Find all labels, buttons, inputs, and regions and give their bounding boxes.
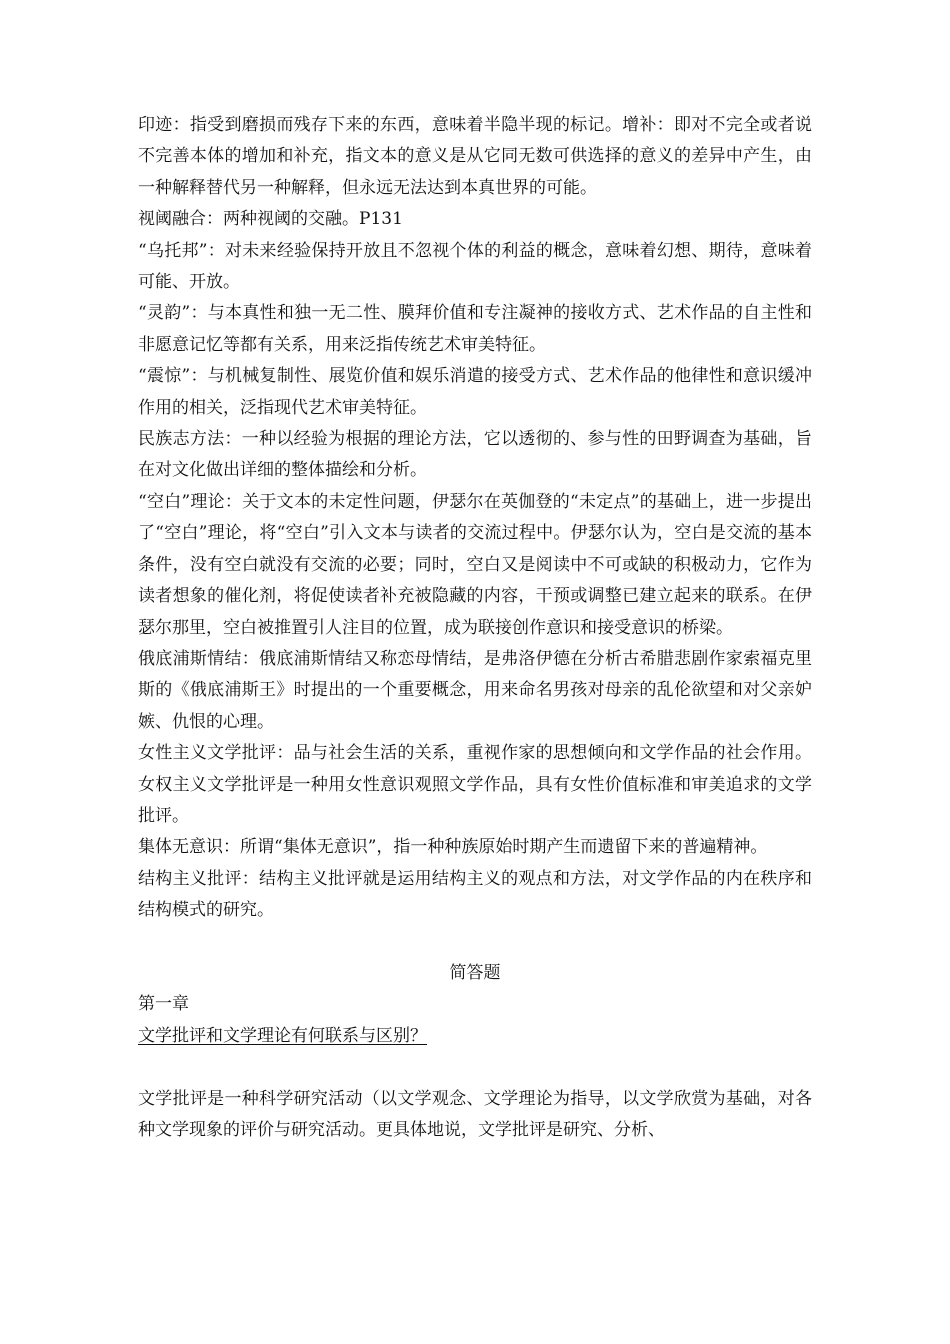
blank-line	[138, 1052, 812, 1083]
section-title: 简答题	[449, 962, 501, 983]
chapter-heading: 第一章	[138, 994, 189, 1015]
definition-collective-unconscious: 集体无意识：所谓“集体无意识”，指一种种族原始时期产生而遗留下来的普遍精神。	[138, 837, 768, 858]
definition-feminist-criticism: 女性主义文学批评：品与社会生活的关系，重视作家的思想倾向和文学作品的社会作用。女权主义文学批评是一种用女性意识观照文学作品，具有女性价值标准和审美追求的文学批评。	[138, 743, 812, 826]
definition-fusion-of-horizons: 视阈融合：两种视阈的交融。P131	[138, 209, 403, 230]
definition-ethnography: 民族志方法：一种以经验为根据的理论方法，它以透彻的、参与性的田野调查为基础，旨在对文化做出详细的整体描绘和分析。	[138, 429, 812, 481]
definition-blank-theory: “空白”理论：关于文本的未定性问题，伊瑟尔在英伽登的“未定点”的基础上，进一步提出了“空白”理论，将“空白”引入文本与读者的交流过程中。伊瑟尔认为，空白是交流的基本条件，没有空白就没有交流的必要；同时，空白又是阅读中不可或缺的积极动力，它作为读者想象的催化剂，将促使读者补充被隐藏的内容，干预或调整已建立起来的联系。在伊瑟尔那里，空白被推置引人注目的位置，成为联接创作意识和接受意识的桥梁。	[138, 491, 812, 638]
definition-utopia: “乌托邦”：对未来经验保持开放且不忽视个体的利益的概念，意味着幻想、期待，意味着可能、开放。	[138, 240, 812, 293]
blank-line	[138, 927, 812, 958]
definition-shock: “震惊”：与机械复制性、展览价值和娱乐消遣的接受方式、艺术作品的他律性和意识缓冲作用的相关，泛指现代艺术审美特征。	[138, 366, 812, 418]
document-page	[138, 110, 812, 1146]
definition-structuralist-criticism: 结构主义批评：结构主义批评就是运用结构主义的观点和方法，对文学作品的内在秩序和结构模式的研究。	[138, 868, 812, 921]
definition-aura: “灵韵”：与本真性和独一无二性、膜拜价值和专注凝神的接收方式、艺术作品的自主性和非愿意记忆等都有关系，用来泛指传统艺术审美特征。	[138, 303, 812, 355]
question-heading: 文学批评和文学理论有何联系与区别？	[138, 1025, 427, 1046]
definition-oedipus-complex: 俄底浦斯情结：俄底浦斯情结又称恋母情结，是弗洛伊德在分析古希腊悲剧作家索福克里斯的《俄底浦斯王》时提出的一个重要概念，用来命名男孩对母亲的乱伦欲望和对父亲妒嫉、仇恨的心理。	[138, 648, 812, 732]
definition-trace-supplement: 印迹：指受到磨损而残存下来的东西，意味着半隐半现的标记。增补：即对不完全或者说不完善本体的增加和补充，指文本的意义是从它同无数可供选择的意义的差异中产生，由一种解释替代另一种解释，但永远无法达到本真世界的可能。	[138, 115, 812, 198]
answer-paragraph: 文学批评是一种科学研究活动（以文学观念、文学理论为指导，以文学欣赏为基础，对各种文学现象的评价与研究活动。更具体地说，文学批评是研究、分析、	[138, 1088, 812, 1140]
